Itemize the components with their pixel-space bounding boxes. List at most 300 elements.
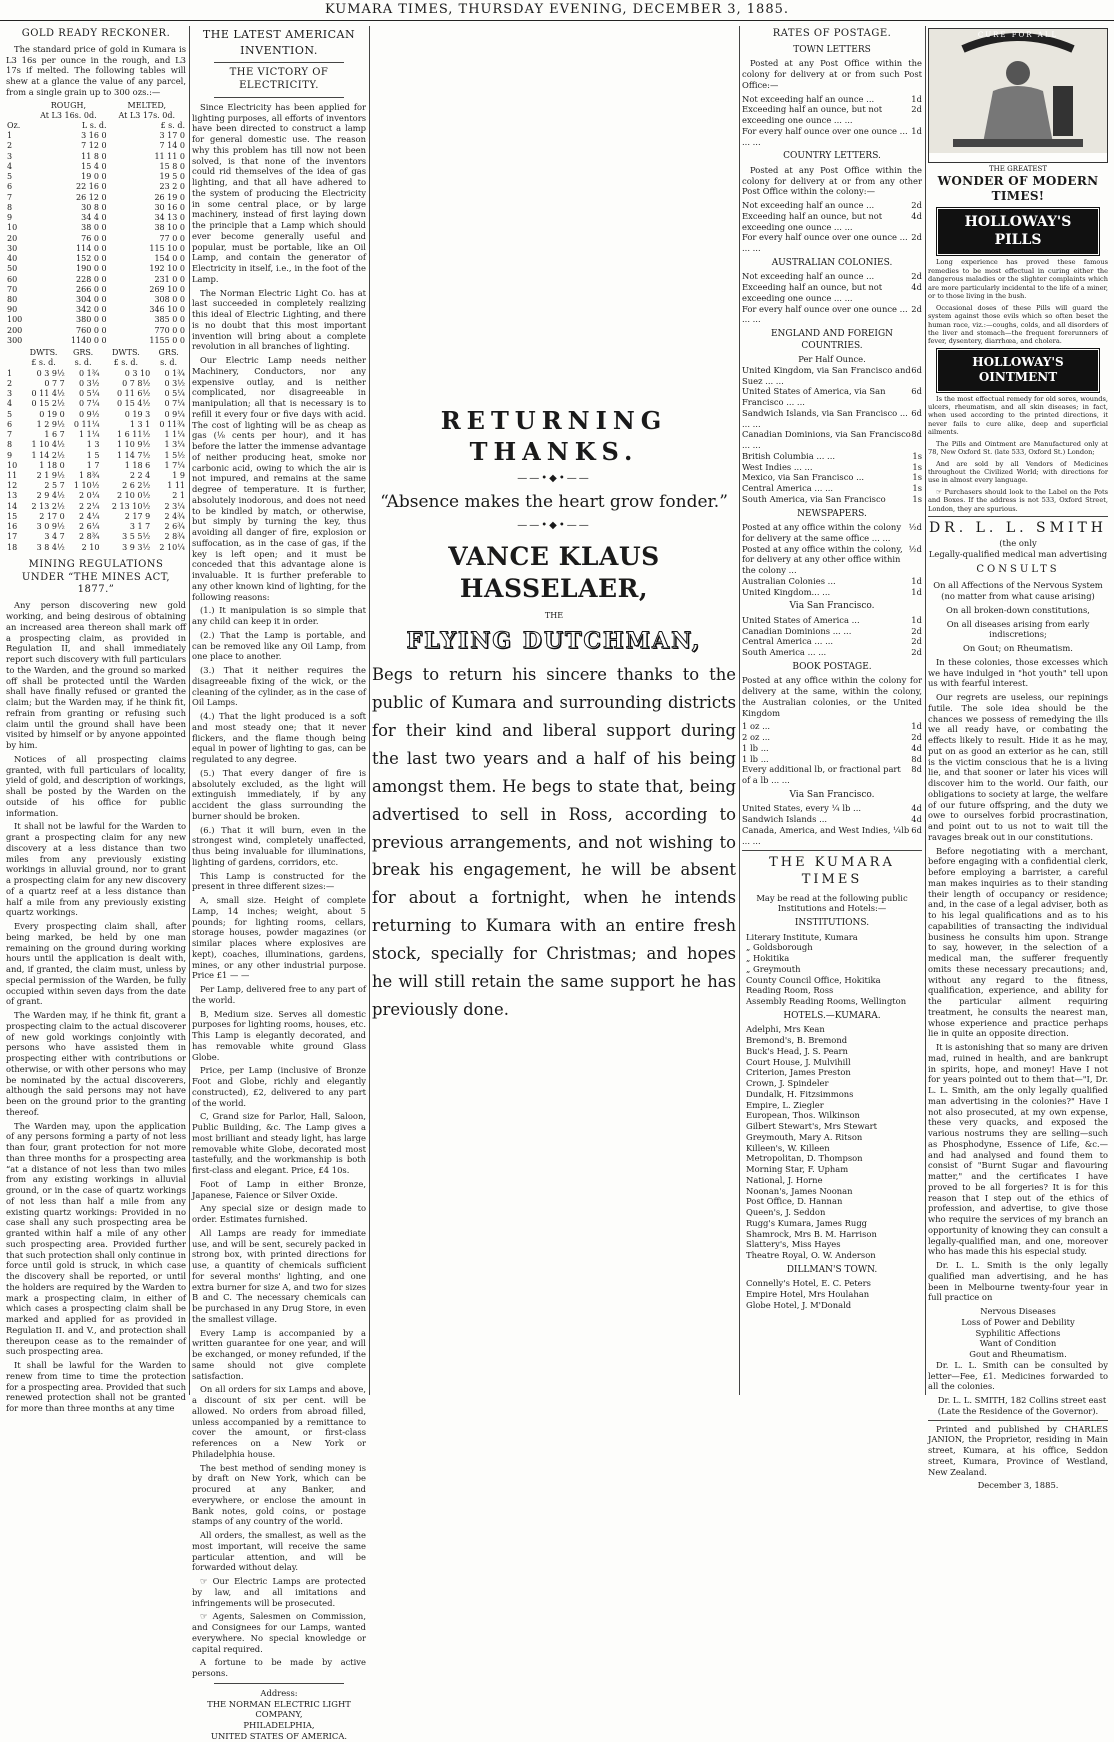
column-gold-reckoner [6, 26, 186, 1413]
table-cell: 7 [7, 192, 13, 202]
rate-label: For every half ounce over one ounce ... ... ... [742, 232, 908, 254]
column-holloway-smith [928, 26, 1108, 1491]
table-cell: 70 [7, 284, 18, 294]
rate-value: ½d [908, 522, 922, 533]
paragraph: Dr. L. L. Smith is the only legally qualified man advertising, and he has been in Melbourne twenty-four year in full practice on [928, 1260, 1108, 1303]
table-cell: 266 0 0 [76, 284, 107, 294]
rate-value: 6d [911, 824, 922, 835]
pills-text: Occasional doses of these Pills will guard the system against those evils which so often beset the human race, viz.:—coughs, colds, and all disorders of the liver and stomach—the frequent forerunners of fever, dysentery, diarrhœa, and cholera. [928, 303, 1108, 346]
table-cell: 2 17 9 [124, 511, 151, 521]
table-cell: 1 7 [86, 460, 100, 470]
greatest: THE GREATEST [989, 164, 1047, 173]
table-cell: 15 [7, 511, 18, 521]
list-item: Nervous Diseases [980, 1306, 1056, 1317]
victory-title: THE VICTORY OF ELECTRICITY. [229, 67, 329, 91]
table-row [6, 295, 186, 305]
list-item: Crown, J. Spindeler [746, 1078, 829, 1089]
paragraph: On all orders for six Lamps and above, a discount of six per cent. will be allowed. No orders from abroad filled, unless accompanied by a remittance to cover the amount, or first-class references on a New York or Philadelphia house. [192, 1384, 366, 1459]
table-cell: 23 2 0 [159, 182, 185, 192]
column-rule [925, 26, 926, 1395]
table-row [6, 369, 186, 379]
table-cell: 18 [7, 542, 18, 552]
table-row [6, 193, 186, 203]
table-cell: 3 8 4½ [36, 542, 65, 552]
rate-row [742, 462, 922, 473]
table-cell: 2 1 9½ [36, 470, 65, 480]
rate-label: Not exceeding half an ounce ... [742, 93, 875, 104]
table-cell: 3 [7, 151, 13, 161]
mining-title: MINING REGULATIONS UNDER “THE MINES ACT, 1877.” [21, 558, 171, 596]
table-cell: 0 3½ [164, 378, 185, 388]
smith-address: Dr. L. L. SMITH, 182 Collins street east (Late the Residence of the Governor). [937, 1395, 1107, 1416]
list-item: Criterion, James Preston [746, 1067, 851, 1078]
list-item: Theatre Royal, O. W. Anderson [746, 1250, 876, 1261]
table-cell: 7 14 0 [159, 141, 185, 151]
table-row [6, 244, 186, 254]
table-cell: 11 [7, 470, 18, 480]
rate-row [742, 732, 922, 743]
rate-row [742, 544, 922, 576]
list-item: Rugg's Kumara, James Rugg [746, 1217, 868, 1228]
table-cell: 1 18 0 [39, 460, 65, 470]
invention-subtitle: INVENTION. [240, 44, 318, 58]
table-cell: 0 5¼ [78, 389, 100, 399]
table-cell: 2 4¾ [164, 511, 185, 521]
table-cell: 6 [7, 182, 13, 192]
rate-value: 6d [911, 386, 922, 397]
the-label: THE [544, 610, 564, 620]
table-cell: 4 [7, 161, 13, 171]
table-cell: 3 0 9½ [36, 522, 65, 532]
table-cell: 12 [7, 481, 18, 491]
rate-row [742, 576, 922, 587]
table-row [6, 389, 186, 399]
rate-value: 1s [912, 472, 922, 483]
rate-label: Sandwich Islands ... [742, 814, 828, 825]
table-row [6, 532, 186, 542]
table-cell: 2 13 2½ [31, 501, 65, 511]
table-cell: 90 [7, 305, 18, 315]
table-cell: 26 19 0 [154, 192, 185, 202]
table-cell: 20 [7, 233, 18, 243]
rate-value: 2d [911, 636, 922, 647]
hdr-rough: ROUGH, [50, 100, 86, 110]
table-cell: 2 9 4½ [36, 491, 65, 501]
rate-label: United States of America ... [742, 614, 860, 625]
rate-row [742, 743, 922, 754]
hdr-dwts: DWTS. [29, 348, 58, 358]
table-cell: 2 10 [81, 542, 100, 552]
paragraph: ☞ Our Electric Lamps are protected by law, and all imitations and infringements will be prosecuted. [192, 1576, 366, 1608]
rate-value: 2d [911, 732, 922, 743]
table-cell: 300 [7, 335, 23, 345]
table-cell: 1 14 7½ [117, 450, 151, 460]
table-cell: 269 10 0 [149, 284, 185, 294]
table-cell: 10 [7, 460, 18, 470]
table-cell: 1 7¼ [164, 460, 185, 470]
table-row [6, 543, 186, 553]
table-cell: 0 7¼ [164, 399, 185, 409]
rate-value: 2d [911, 104, 922, 115]
column-rule [189, 26, 190, 1395]
rate-label: Posted at any office within the colony, for delivery at any other office within the colony ... [742, 543, 903, 576]
table-cell: 2 2¼ [78, 501, 100, 511]
table-cell: 115 10 0 [149, 243, 185, 253]
book-intro: Posted at any office within the colony for delivery at the same, within the colony, the Australian colonies, or the United Kingdom [742, 675, 922, 718]
paragraph: C, Grand size for Parlor, Hall, Saloon, Public Building, &c. The Lamp gives a most brilliant and steady light, has large removable white Globe, decorated most tastefully, and the workmanship is both first-class and elegant. Price, £4 10s. [192, 1111, 366, 1175]
table-cell: 5 [7, 409, 13, 419]
hdr-lsd: L s. d. [81, 121, 107, 131]
consult-item: On all diseases arising from early indiscretions; [946, 618, 1090, 640]
table-cell: 1 1¼ [78, 430, 100, 440]
mining-regulations [6, 600, 186, 1414]
table-cell: 2 8¾ [164, 532, 185, 542]
rate-value: 2d [911, 303, 922, 314]
list-item: County Council Office, Hokitika [746, 974, 881, 985]
list-item: Morning Star, F. Upham [746, 1164, 849, 1175]
paragraph: In these colonies, those excesses which we have indulged in "hot youth" tell upon us with fearful interest. [928, 656, 1108, 689]
table-cell: 1 10 4½ [31, 440, 65, 450]
postage-title: RATES OF POSTAGE. [772, 28, 892, 39]
rate-label: Not exceeding half an ounce ... [742, 200, 875, 211]
hdr-melted-price: At L3 17s. 0d. [118, 110, 176, 120]
table-cell: 1 3 1 [129, 419, 151, 429]
rate-row [742, 365, 922, 387]
table-cell: 3 1 7 [129, 522, 151, 532]
table-cell: 38 10 0 [154, 223, 185, 233]
table-cell: 2 6¾ [164, 522, 185, 532]
kumara-times-title: THE KUMARA TIMES [769, 855, 895, 888]
rate-value: 4d [911, 282, 922, 293]
rate-row [742, 522, 922, 544]
table-cell: 0 1¾ [164, 368, 185, 378]
rate-label: Central America ... ... [742, 636, 834, 647]
paragraph: All orders, the smallest, as well as the most important, will receive the same particular attention, and will be forwarded without delay. [192, 1530, 366, 1573]
paragraph: Our regrets are useless, our repinings futile. The sole idea should be the chances we possess of remedying the ills we all ready have, or combating the effects likely to result. Hide it as he may, put on as good an exterior as he can, still is the victim conscious that he is a living lie, and that sooner or later his vices will discover him to the world. Our faith, our obligations to society at large, the welfare of our future offspring, and the duty we owe to ourselves forbid procrastination, and point out to us not to wait till the ravages break out in our constitutions. [928, 692, 1108, 842]
rate-label: United Kingdom, via San Francisco and Suez ... ... [742, 364, 911, 386]
masthead: KUMARA TIMES, THURSDAY EVENING, DECEMBER 3, 1885. [0, 0, 1114, 21]
list-item: Dundalk, H. Fitzsimmons [746, 1088, 854, 1099]
rate-row [742, 803, 922, 814]
rate-row [742, 814, 922, 825]
table-row [6, 203, 186, 213]
table-cell: 2 10¼ [159, 542, 185, 552]
section-heading: TOWN LETTERS [793, 44, 871, 55]
list-item: Connelly's Hotel, E. C. Peters [746, 1278, 871, 1289]
rate-row [742, 94, 922, 105]
rate-row [742, 429, 922, 451]
table-cell: 154 0 0 [154, 254, 185, 264]
table-row [6, 440, 186, 450]
table-cell: 11 11 0 [154, 151, 185, 161]
table-row [6, 264, 186, 274]
table-cell: 19 5 0 [159, 172, 185, 182]
kt-intro: May be read at the following public Institutions and Hotels:— [756, 892, 908, 914]
table-cell: 1 6 7 [44, 430, 65, 440]
hdr-oz: Oz. [7, 121, 21, 131]
table-cell: 5 [7, 172, 13, 182]
table-row [6, 254, 186, 264]
rate-row [742, 451, 922, 462]
paragraph: Per Lamp, delivered free to any part of the world. [192, 984, 366, 1005]
rate-row [742, 126, 922, 148]
table-cell: 308 0 0 [154, 295, 185, 304]
section-heading: NEWSPAPERS. [797, 508, 867, 519]
table-cell: 346 10 0 [149, 305, 185, 315]
table-row [6, 481, 186, 491]
table-cell: 0 1¾ [78, 368, 100, 378]
table-cell: 3 4 7 [44, 532, 65, 542]
table-cell: 40 [7, 254, 18, 264]
rate-value: 1s [912, 493, 922, 504]
table-cell: 80 [7, 295, 18, 304]
seated-figure-icon [933, 31, 1103, 151]
table-cell: 1 5½ [164, 450, 185, 460]
table-cell: 2 4¼ [78, 511, 100, 521]
wonder-heading: WONDER OF MODERN TIMES! [937, 173, 1099, 204]
gold-table-dwts [6, 348, 186, 553]
table-cell: 8 [7, 202, 13, 212]
table-cell: 0 3 9½ [36, 368, 65, 378]
table-row [6, 336, 186, 346]
column-postage [742, 26, 922, 1397]
rate-row [742, 232, 922, 254]
hdr-psd: £ s. d. [160, 121, 185, 131]
rate-label: West Indies ... ... [742, 461, 813, 472]
rate-row [742, 587, 922, 598]
rate-value: 2d [911, 271, 922, 282]
returning-thanks-heading: RETURNING THANKS. [440, 406, 668, 466]
table-cell: 9 [7, 213, 13, 223]
table-cell: 9 [7, 450, 13, 460]
rate-row [742, 304, 922, 326]
table-cell: 76 0 0 [81, 233, 107, 243]
paragraph: Our Electric Lamp needs neither Machinery, Conductors, nor any expensive outlay, and is neither complicated, nor disagreeable in manipulation; all that is necessary is to refill it every four or five days with acid. The cost of lighting will be as cheap as gas (⅛ cents per hour), and it has before the latter the immense advantage of neither producing heat, smoke nor carbonic acid, owing to which the air is not impured, and remains at the same degree of temperature. It is further, absolutely inodorous, and does not need to be kindled by match, or otherwise, but simply by turning the key, thus avoiding all danger of fire, explosion or suffocation, as in the case of gas, if the key is left open; and it must be conceded that this advantage alone is invaluable. It is further preferable to any other known kind of lighting, for the following reasons: [192, 355, 366, 602]
paragraph: It shall be lawful for the Warden to renew from time to time the protection for a prospecting area. Provided that such renewed protection shall not be granted for more than three months at any time [6, 1360, 186, 1413]
paragraph: The Norman Electric Light Co. has at last succeeded in completely realizing this ideal of Electric Lighting, and there is no doubt that this most important invention will bring about a complete revolution in all branches of lighting. [192, 287, 366, 352]
section-heading: Via San Francisco. [789, 789, 875, 800]
rate-row [742, 754, 922, 765]
table-row [6, 502, 186, 512]
table-row [6, 420, 186, 430]
table-cell: 0 9¼ [164, 409, 185, 419]
address-line: PHILADELPHIA, [243, 1720, 315, 1730]
rate-label: 1 oz ... [742, 721, 771, 732]
rate-row [742, 211, 922, 233]
table-row [6, 182, 186, 192]
table-cell: 152 0 0 [76, 254, 107, 264]
list-item: Post Office, D. Hannan [746, 1196, 843, 1207]
section-heading: COUNTRY LETTERS. [783, 151, 881, 162]
table-cell: 2 [7, 141, 13, 151]
consult-item: On all Affections of the Nervous System (no matter from what cause arising) [933, 580, 1103, 602]
paragraph: Every prospecting claim shall, after being marked, be held by one man remaining on the ground during working hours until the application is dealt with, and, if granted, the claim must, unless by special permission of the Warden, be fully occupied within seven days from the date of grant. [6, 921, 186, 1007]
table-cell: 0 3½ [78, 378, 100, 388]
table-row [6, 491, 186, 501]
rate-label: Central America ... ... [742, 483, 834, 494]
rate-value: 1d [911, 575, 922, 586]
table-cell: 30 8 0 [81, 202, 107, 212]
smith-article [928, 657, 1108, 1303]
absence-quote: “Absence makes the heart grow fonder.” [380, 492, 728, 513]
rate-value: 8d [911, 764, 922, 775]
list-item: Gout and Rheumatism. [969, 1349, 1067, 1360]
table-row [6, 399, 186, 409]
ornament-divider: ——•◆•—— [517, 473, 591, 485]
table-cell: 4 [7, 399, 13, 409]
table-cell: 380 0 0 [76, 315, 107, 325]
imprint: Printed and published by CHARLES JANION, the Proprietor, residing in Main street, Kumara, at his office, Seddon street, Kumara, Province of Westland, New Zealand. [928, 1423, 1108, 1477]
table-cell: 3 16 0 [81, 131, 107, 141]
hdr-grs: GRS. [158, 348, 179, 358]
table-row [6, 305, 186, 315]
paragraph: This Lamp is constructed for the present in three different sizes:— [192, 870, 366, 892]
table-cell: 228 0 0 [76, 274, 107, 284]
latest-invention-title: THE LATEST AMERICAN [202, 28, 356, 41]
rate-value: 1s [912, 461, 922, 472]
rate-value: 4d [911, 803, 922, 814]
consulted-note: Dr. L. L. Smith can be consulted by letter—Fee, £1. Medicines forwarded to all the colonies. [928, 1359, 1108, 1392]
pills-text: Long experience has proved these famous remedies to be most effectual in curing either the dangerous maladies or the slighter complaints which are more particularly incidental to the life of a miner, or to those living in the bush. [928, 258, 1108, 301]
rate-label: Canadian Dominions ... ... [742, 625, 852, 636]
table-cell: 77 0 0 [159, 233, 185, 243]
hdr-unit: s. d. [74, 358, 92, 368]
list-item: Buck's Head, J. S. Pearn [746, 1045, 848, 1056]
table-row [6, 410, 186, 420]
advertiser-name: VANCE KLAUS HASSELAER, [448, 541, 660, 603]
table-cell: 2 6¼ [78, 522, 100, 532]
list-item: Globe Hotel, J. M'Donald [746, 1299, 852, 1310]
table-row [6, 285, 186, 295]
paragraph: B, Medium size. Serves all domestic purposes for lighting rooms, houses, etc. This Lamp is elegantly decorated, and has removable white ground Glass Globe. [192, 1008, 366, 1062]
list-item: Gilbert Stewart's, Mrs Stewart [746, 1121, 878, 1132]
table-cell: 0 11¾ [159, 419, 185, 429]
table-row [6, 471, 186, 481]
table-cell: 0 11 6½ [117, 389, 151, 399]
rate-row [742, 636, 922, 647]
table-row [6, 234, 186, 244]
list-item: Want of Condition [979, 1338, 1057, 1349]
paragraph: Any person discovering new gold working, and being desirous of obtaining an increased area thereon shall mark off a prospecting claim, as provided in Regulation II, and shall immediately report such discovery with full particulars to the Warden, and the ground so marked off shall be protected until the Warden shall have finally refused or granted the claim; but the Warden may, if he think fit, refrain from granting or refusing such claim until the ground shall have been visited by himself or by anyone appointed by him. [6, 600, 186, 750]
rate-value: 1s [912, 450, 922, 461]
section-heading: ENGLAND AND FOREIGN COUNTRIES. [770, 329, 894, 351]
paragraph: (6.) That it will burn, even in the strongest wind, completely unaffected, thus being invaluable for illuminations, lighting of gardens, corridors, etc. [192, 824, 366, 867]
holloway-illustration [928, 28, 1108, 163]
table-cell: 1 [7, 131, 13, 141]
rate-label: Australian Colonies ... [742, 575, 836, 586]
table-cell: 1 2 9½ [36, 419, 65, 429]
table-row [6, 152, 186, 162]
table-cell: 0 7 7 [44, 378, 65, 388]
rate-row [742, 721, 922, 732]
table-cell: 770 0 0 [154, 325, 185, 335]
table-cell: 1 18 6 [124, 460, 151, 470]
table-cell: 342 0 0 [76, 305, 107, 315]
table-cell: 2 2 4 [129, 470, 151, 480]
table-row [6, 451, 186, 461]
table-cell: 2 8¾ [78, 532, 100, 542]
address-line: COMPANY, [255, 1709, 303, 1720]
rate-row [742, 764, 922, 786]
rate-value: 8d [911, 429, 922, 440]
rate-value: 6d [911, 407, 922, 418]
rate-row [742, 200, 922, 211]
list-item: Empire Hotel, Mrs Houlahan [746, 1289, 870, 1300]
holloways-ointment: HOLLOWAY'S OINTMENT [938, 350, 1098, 391]
list-item: „ Goldsborough [746, 942, 813, 953]
hdr-unit: £ s. d. [113, 358, 139, 368]
rate-label: South America ... ... [742, 647, 827, 658]
table-cell: 15 8 0 [159, 161, 185, 171]
column-rule [739, 26, 740, 1395]
table-cell: 30 16 0 [154, 202, 185, 212]
list-item: National, J. Horne [746, 1174, 823, 1185]
table-cell: 200 [7, 325, 23, 335]
table-cell: 1 8¾ [78, 470, 100, 480]
table-cell: 192 10 0 [149, 264, 185, 274]
table-row [6, 522, 186, 532]
ointment-text: ☞ Purchasers should look to the Label on the Pots and Boxes. If the address is not 533, Oxford Street, London, they are spurious. [928, 487, 1108, 513]
table-cell: 2 17 0 [39, 511, 65, 521]
legally-qualified: Legally-qualified medical man advertising [928, 548, 1108, 559]
ornament-divider: ——•◆•—— [517, 519, 591, 531]
table-cell: 0 15 4½ [117, 399, 151, 409]
ointment-text: Is the most effectual remedy for old sores, wounds, ulcers, rheumatism, and all skin diseases; in fact, when used according to the printed directions, it never fails to cure alike, deep and superficial ailments. [928, 394, 1108, 437]
table-cell: 2 1 [172, 491, 185, 501]
table-cell: 0 19 0 [39, 409, 65, 419]
list-item: Court House, J. Mulvihill [746, 1056, 851, 1067]
electricity-article [192, 102, 366, 1679]
table-row [6, 223, 186, 233]
eng-sub: Per Half Ounce. [798, 354, 866, 365]
list-item: „ Greymouth [746, 963, 801, 974]
table-cell: 0 9½ [78, 409, 100, 419]
gold-reckoner-title: GOLD READY RECKONER. [21, 28, 171, 39]
table-cell: 0 5¼ [164, 389, 185, 399]
list-item: Literary Institute, Kumara [746, 931, 858, 942]
rate-row [742, 271, 922, 282]
rate-value: ½d [908, 543, 922, 554]
list-item: Loss of Power and Debility [961, 1316, 1075, 1327]
ointment-text: And are sold by all Vendors of Medicines throughout the Civilized World; with directions for use in almost every language. [928, 459, 1108, 485]
section-heading: BOOK POSTAGE. [792, 661, 872, 672]
table-cell: 1 [7, 368, 13, 378]
paragraph: Any special size or design made to order. Estimates furnished. [192, 1203, 366, 1224]
only-note: (the only [999, 538, 1037, 549]
list-item: Assembly Reading Rooms, Wellington [746, 996, 907, 1007]
list-item: Empire, L. Ziegler [746, 1099, 824, 1110]
paragraph: Notices of all prospecting claims granted, with full particulars of locality, yield of gold, and description of workings, shall be posted by the Warden on the outside of his office for public information. [6, 753, 186, 818]
table-cell: 1 1¼ [164, 430, 185, 440]
dr-smith-name: DR. L. L. SMITH [928, 520, 1108, 537]
table-cell: 17 [7, 532, 18, 542]
list-item: Adelphi, Mrs Kean [746, 1024, 825, 1035]
table-cell: 1 10½ [73, 481, 100, 491]
list-item: Queen's, J. Seddon [746, 1207, 826, 1218]
table-cell: 0 11¼ [73, 419, 100, 429]
gold-table-ounces [6, 101, 186, 347]
rate-value: 4d [911, 742, 922, 753]
rate-value: 2d [911, 647, 922, 658]
table-row [6, 275, 186, 285]
table-cell: 7 12 0 [81, 141, 107, 151]
section-heading: INSTITUTIONS. [794, 918, 870, 929]
table-cell: 11 8 0 [81, 151, 107, 161]
list-item: Bremond's, B. Bremond [746, 1035, 848, 1046]
table-row [6, 430, 186, 440]
table-cell: 2 5 7 [44, 481, 65, 491]
table-cell: 26 12 0 [76, 192, 107, 202]
